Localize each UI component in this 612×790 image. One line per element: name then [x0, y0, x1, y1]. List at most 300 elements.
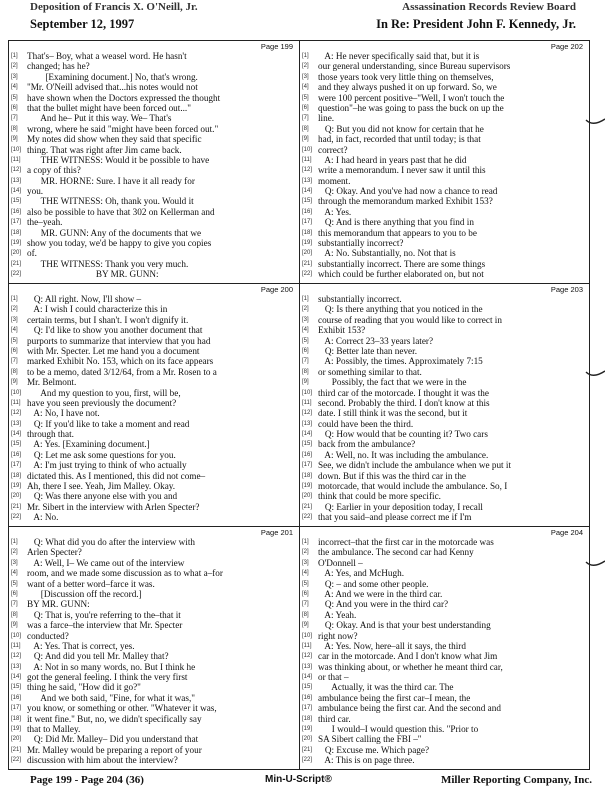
line-text: Q: Okay. And you've had now a chance to read [318, 186, 498, 197]
transcript-line [11, 610, 297, 620]
line-number: [11] [11, 156, 21, 163]
line-text: Q: Is there anything that you noticed in the [318, 304, 483, 315]
line-number: [10] [11, 146, 22, 153]
line-text: of. [27, 248, 37, 259]
line-number: [8] [302, 125, 309, 132]
line-text: A: Yes. That is correct, yes. [27, 640, 135, 651]
transcript-line [11, 61, 297, 71]
transcript-line [302, 568, 587, 578]
line-number: [18] [11, 229, 22, 236]
line-number: [13] [302, 663, 313, 670]
line-text: could have been the third. [318, 418, 414, 429]
transcript-line [11, 651, 297, 661]
line-text: Q: And is there anything that you find in [318, 217, 474, 228]
transcript-line [11, 134, 297, 144]
line-number: [20] [302, 250, 313, 257]
transcript-line [302, 82, 587, 92]
line-number: [21] [302, 260, 313, 267]
deposition-date: September 12, 1997 [30, 17, 135, 31]
line-text: Q: That is, you're referring to the–that it [27, 609, 181, 620]
transcript-page-panel [8, 283, 300, 527]
line-text: A: Yes. Now, here–all it says, the third [318, 640, 466, 651]
transcript-line [11, 113, 297, 123]
line-number: [4] [302, 327, 309, 334]
line-number: [3] [11, 559, 18, 566]
transcript-line [11, 259, 297, 269]
line-number: [15] [302, 441, 313, 448]
line-number: [10] [11, 389, 22, 396]
line-text: substantially incorrect. [318, 294, 402, 304]
line-text: that to Malley. [27, 724, 81, 735]
transcript-line [302, 734, 587, 744]
transcript-line [11, 682, 297, 692]
line-number: [19] [302, 483, 313, 490]
line-text: that you said–and please correct me if I'm [318, 512, 472, 523]
line-text: Arlen Specter? [27, 547, 82, 558]
line-text: those years took very little thing on themselves, [318, 71, 494, 82]
transcript-line [302, 502, 587, 512]
transcript-line [11, 558, 297, 568]
transcript-line [11, 304, 297, 314]
line-number: [1] [11, 53, 18, 59]
transcript-line [11, 356, 297, 366]
transcript-line [302, 682, 587, 692]
transcript-line [302, 155, 587, 165]
transcript-line [302, 599, 587, 609]
line-number: [18] [302, 715, 313, 722]
transcript-line [11, 186, 297, 196]
line-text: A: Well, I– We came out of the interview [27, 557, 185, 568]
line-text: question"–he was going to pass the buck on up the [318, 102, 504, 113]
transcript-line [302, 703, 587, 713]
transcript-line [11, 388, 297, 398]
transcript-line [11, 207, 297, 217]
line-text: motorcade, that would include the ambulance. So, I [318, 481, 508, 492]
line-number: [19] [302, 726, 313, 733]
transcript-line [11, 734, 297, 744]
transcript-line [11, 155, 297, 165]
transcript-line [302, 714, 587, 724]
line-text: Mr. Belmont. [27, 377, 77, 388]
transcript-line [302, 724, 587, 734]
transcript-line [302, 641, 587, 651]
transcript-line [302, 238, 587, 248]
line-text: Q: And did you tell Mr. Malley that? [27, 651, 169, 662]
line-number: [4] [302, 570, 309, 577]
line-number: [16] [11, 451, 22, 458]
line-text: THE WITNESS: Would it be possible to have [27, 154, 210, 165]
transcript-line [302, 589, 587, 599]
board-name: Assassination Records Review Board [402, 1, 576, 13]
line-number: [6] [11, 347, 18, 354]
line-text: was a farce–the interview that Mr. Specter [27, 620, 183, 631]
transcript-page-panel [299, 526, 590, 770]
line-text: you know, or something or other. "Whatever it was, [27, 703, 217, 714]
line-number: [20] [11, 250, 22, 257]
transcript-line [302, 547, 587, 557]
line-text: moment. [318, 175, 351, 186]
line-text: Q: Okay. And is that your best understanding [318, 620, 491, 631]
line-text: SA Sibert calling the FBI –" [318, 734, 422, 745]
transcript-line [302, 304, 587, 314]
line-text: MR. HORNE: Sure. I have it all ready for [27, 175, 195, 186]
transcript-line [11, 439, 297, 449]
deposition-title: Deposition of Francis X. O'Neill, Jr. [30, 1, 198, 13]
line-text: our general understanding, since Bureau supervisors [318, 61, 511, 72]
line-text: with Mr. Specter. Let me hand you a document [27, 345, 200, 356]
line-number: [8] [11, 368, 18, 375]
line-text: My notes did show when they said that specific [27, 134, 202, 145]
line-text: Mr. Malley would be preparing a report of your [27, 744, 202, 755]
line-text: And we both said, "Fine, for what it was," [27, 692, 196, 703]
transcript-line [11, 537, 297, 547]
line-number: [3] [302, 316, 309, 323]
line-text: through the memorandum marked Exhibit 153? [318, 196, 493, 207]
line-text: substantially incorrect? [318, 238, 404, 249]
transcript-line [302, 93, 587, 103]
transcript-line [302, 207, 587, 217]
line-text: "Mr. O'Neill advised that...his notes would not [27, 82, 198, 93]
transcript-line [11, 471, 297, 481]
transcript-page-panel [299, 40, 590, 284]
line-text: BY MR. GUNN: [27, 599, 90, 610]
line-text: correct? [318, 144, 348, 155]
transcript-line [11, 419, 297, 429]
line-number: [11] [11, 399, 21, 406]
line-text: A: Correct 23–33 years later? [318, 335, 434, 346]
line-text: right now? [318, 630, 358, 641]
line-number: [2] [302, 306, 309, 313]
transcript-line [302, 450, 587, 460]
line-number: [1] [302, 296, 309, 302]
line-number: [19] [11, 726, 22, 733]
transcript-lines [11, 537, 297, 766]
line-number: [12] [302, 167, 313, 174]
line-number: [7] [11, 601, 18, 608]
line-text: third car. [318, 713, 351, 724]
line-number: [21] [11, 746, 22, 753]
transcript-line [302, 186, 587, 196]
line-text: A: Yeah. [318, 609, 357, 620]
line-number: [9] [302, 379, 309, 386]
transcript-line [11, 367, 297, 377]
line-number: [8] [302, 611, 309, 618]
line-number: [12] [302, 653, 313, 660]
line-text: second. Probably the third. I don't know at this [318, 397, 490, 408]
line-text: Exhibit 153? [318, 325, 366, 336]
line-number: [16] [302, 208, 313, 215]
transcript-line [302, 460, 587, 470]
line-text: write a memorandum. I never saw it until this [318, 165, 486, 176]
line-text: A: I had heard in years past that he did [318, 154, 467, 165]
transcript-lines [302, 294, 587, 523]
line-text: through that. [27, 429, 74, 440]
line-number: [16] [302, 451, 313, 458]
line-number: [5] [11, 580, 18, 587]
transcript-grid [8, 40, 590, 768]
line-number: [16] [11, 208, 22, 215]
line-number: [18] [302, 472, 313, 479]
transcript-line [11, 176, 297, 186]
line-number: [11] [11, 642, 21, 649]
line-text: which could be further elaborated on, but not [318, 269, 484, 280]
line-number: [16] [11, 694, 22, 701]
line-text: MR. GUNN: Any of the documents that we [27, 227, 202, 238]
transcript-line [302, 491, 587, 501]
line-text: down. But if this was the third car in the [318, 470, 466, 481]
transcript-line [302, 620, 587, 630]
line-text: the ambulance. The second car had Kenny [318, 547, 474, 558]
transcript-line [11, 460, 297, 470]
line-text: Possibly, the fact that we were in the [318, 377, 467, 388]
transcript-line [11, 693, 297, 703]
transcript-line [11, 599, 297, 609]
line-number: [17] [302, 219, 313, 226]
line-text: show you today, we'd be happy to give you copies [27, 238, 212, 249]
line-text: THE WITNESS: Oh, thank you. Would it [27, 196, 194, 207]
transcript-line [11, 248, 297, 258]
line-text: Q: – and some other people. [318, 578, 429, 589]
line-number: [15] [302, 684, 313, 691]
page-number: Page 201 [260, 528, 293, 537]
line-text: Q: Earlier in your deposition today, I recall [318, 501, 483, 512]
transcript-line [11, 124, 297, 134]
transcript-line [11, 491, 297, 501]
line-text: A: Not in so many words, no. But I think he [27, 661, 196, 672]
line-text: were 100 percent positive–"Well, I won't touch the [318, 92, 505, 103]
line-number: [13] [11, 663, 22, 670]
line-number: [3] [302, 73, 309, 80]
line-number: [14] [302, 431, 313, 438]
line-number: [2] [11, 549, 18, 556]
transcript-line [302, 481, 587, 491]
transcript-line [11, 450, 297, 460]
line-number: [2] [11, 63, 18, 70]
line-text: O'Donnell – [318, 557, 363, 568]
line-text: it went fine." But, no, we didn't specifically say [27, 713, 202, 724]
line-text: Actually, it was the third car. The [318, 682, 454, 693]
line-text: Q: Better late than never. [318, 345, 417, 356]
line-text: Q: Was there anyone else with you and [27, 491, 178, 502]
line-number: [2] [302, 549, 309, 556]
line-text: purports to summarize that interview that you had [27, 335, 211, 346]
line-text: to be a memo, dated 3/12/64, from a Mr. Rosen to a [27, 366, 217, 377]
transcript-line [11, 481, 297, 491]
line-number: [4] [11, 84, 18, 91]
transcript-line [302, 269, 587, 279]
line-number: [17] [11, 705, 22, 712]
transcript-line [302, 651, 587, 661]
line-text: ambulance being the first car–I mean, the [318, 692, 471, 703]
line-number: [22] [302, 271, 313, 278]
transcript-line [11, 315, 297, 325]
line-text: Q: But you did not know for certain that he [318, 123, 484, 134]
line-number: [9] [302, 622, 309, 629]
transcript-line [302, 248, 587, 258]
line-text: also be possible to have that 302 on Kellerman and [27, 206, 215, 217]
line-text: want of a better word–farce it was. [27, 578, 155, 589]
line-text: third car of the motorcade. I thought it was the [318, 387, 489, 398]
handwritten-check-mark [585, 118, 605, 128]
line-text: Mr. Sibert in the interview with Arlen Specter? [27, 501, 200, 512]
page-number: Page 200 [260, 285, 293, 294]
line-text: A: No, I have not. [27, 408, 100, 419]
transcript-line [302, 134, 587, 144]
transcript-line [11, 641, 297, 651]
line-text: Q: If you'd like to take a moment and read [27, 418, 190, 429]
line-number: [3] [11, 316, 18, 323]
transcript-line [11, 579, 297, 589]
transcript-lines [302, 51, 587, 280]
line-number: [5] [302, 94, 309, 101]
line-number: [12] [11, 653, 22, 660]
line-text: thing. That was right after Jim came back. [27, 144, 182, 155]
transcript-line [302, 755, 587, 765]
line-number: [17] [11, 462, 22, 469]
line-number: [1] [11, 296, 18, 302]
line-number: [22] [302, 514, 313, 521]
line-text: date. I still think it was the second, but it [318, 408, 468, 419]
line-number: [17] [11, 219, 22, 226]
line-number: [9] [11, 136, 18, 143]
line-number: [13] [302, 420, 313, 427]
transcript-line [11, 51, 297, 61]
line-text: [Examining document.] No, that's wrong. [27, 71, 198, 82]
line-text: Ah, there I see. Yeah, Jim Malley. Okay. [27, 481, 176, 492]
line-number: [11] [302, 642, 312, 649]
line-text: Q: I'd like to show you another document that [27, 325, 203, 336]
line-text: A: No. Substantially, no. Not that is [318, 248, 456, 259]
transcript-line [302, 346, 587, 356]
line-number: [22] [11, 514, 22, 521]
line-text: and they always pushed it on up forward. So, we [318, 82, 497, 93]
transcript-line [11, 336, 297, 346]
transcript-line [11, 568, 297, 578]
min-u-script-label: Min-U-Script® [265, 774, 332, 785]
line-number: [4] [11, 570, 18, 577]
transcript-line [11, 346, 297, 356]
transcript-lines [302, 537, 587, 766]
transcript-line [302, 124, 587, 134]
line-number: [7] [302, 115, 309, 122]
line-text: certain terms, but I shan't. I won't dignify it. [27, 314, 189, 325]
line-text: Q: Let me ask some questions for you. [27, 449, 176, 460]
transcript-line [11, 72, 297, 82]
line-text: was thinking about, or whether he meant third car, [318, 661, 503, 672]
transcript-line [11, 269, 297, 279]
page-range: Page 199 - Page 204 (36) [30, 774, 144, 786]
line-number: [10] [302, 389, 313, 396]
line-number: [9] [302, 136, 309, 143]
line-number: [21] [11, 260, 22, 267]
line-number: [1] [11, 539, 18, 545]
line-number: [5] [302, 580, 309, 587]
line-number: [16] [302, 694, 313, 701]
line-text: think that could be more specific. [318, 491, 441, 502]
transcript-line [302, 558, 587, 568]
transcript-line [302, 165, 587, 175]
line-number: [4] [11, 327, 18, 334]
transcript-line [11, 589, 297, 599]
transcript-line [11, 165, 297, 175]
line-number: [12] [302, 410, 313, 417]
line-number: [7] [11, 115, 18, 122]
transcript-line [302, 336, 587, 346]
line-text: And my question to you, first, will be, [27, 387, 181, 398]
line-number: [20] [11, 736, 22, 743]
transcript-line [302, 610, 587, 620]
line-text: or something similar to that. [318, 366, 422, 377]
line-text: Q: All right. Now, I'll show – [27, 294, 142, 304]
line-text: substantially incorrect. There are some things [318, 258, 486, 269]
transcript-line [302, 103, 587, 113]
case-name: In Re: President John F. Kennedy, Jr. [376, 17, 576, 31]
transcript-line [302, 51, 587, 61]
transcript-line [302, 388, 587, 398]
line-text: conducted? [27, 630, 69, 641]
line-number: [6] [11, 590, 18, 597]
line-text: A: He never specifically said that, but it is [318, 51, 480, 61]
line-number: [6] [11, 104, 18, 111]
line-number: [6] [302, 590, 309, 597]
transcript-line [302, 325, 587, 335]
transcript-line [302, 113, 587, 123]
page-number: Page 204 [550, 528, 583, 537]
line-number: [17] [302, 705, 313, 712]
line-text: got the general feeling. I think the very first [27, 672, 188, 683]
line-number: [15] [11, 684, 22, 691]
line-text: have shown when the Doctors expressed the thought [27, 92, 221, 103]
transcript-line [302, 579, 587, 589]
line-number: [14] [11, 431, 22, 438]
transcript-line [302, 61, 587, 71]
line-number: [6] [302, 104, 309, 111]
line-text: A: And we were in the third car. [318, 588, 443, 599]
line-text: Q: Did Mr. Malley– Did you understand that [27, 734, 199, 745]
transcript-line [302, 471, 587, 481]
line-number: [19] [11, 240, 22, 247]
transcript-line [302, 398, 587, 408]
transcript-line [302, 439, 587, 449]
transcript-line [302, 145, 587, 155]
line-text: have you seen previously the document? [27, 397, 177, 408]
transcript-line [11, 662, 297, 672]
transcript-line [11, 145, 297, 155]
transcript-line [11, 672, 297, 682]
transcript-line [302, 408, 587, 418]
transcript-line [302, 176, 587, 186]
transcript-line [11, 93, 297, 103]
line-number: [13] [11, 420, 22, 427]
line-text: dictated this. As I mentioned, this did not come– [27, 470, 206, 481]
line-number: [12] [11, 167, 22, 174]
line-number: [14] [302, 188, 313, 195]
line-number: [14] [302, 674, 313, 681]
line-number: [7] [302, 358, 309, 365]
line-text: incorrect–that the first car in the motorcade was [318, 537, 494, 547]
line-number: [1] [302, 53, 309, 59]
line-text: course of reading that you would like to correct in [318, 314, 502, 325]
line-text: wrong, where he said "might have been forced out." [27, 123, 219, 134]
line-text: Q: Excuse me. Which page? [318, 744, 430, 755]
line-text: discussion with him about the interview? [27, 755, 178, 766]
line-text: THE WITNESS: Thank you very much. [27, 258, 189, 269]
line-number: [20] [11, 493, 22, 500]
transcript-line [11, 620, 297, 630]
transcript-line [302, 631, 587, 641]
transcript-page-panel [8, 40, 300, 284]
transcript-line [11, 547, 297, 557]
